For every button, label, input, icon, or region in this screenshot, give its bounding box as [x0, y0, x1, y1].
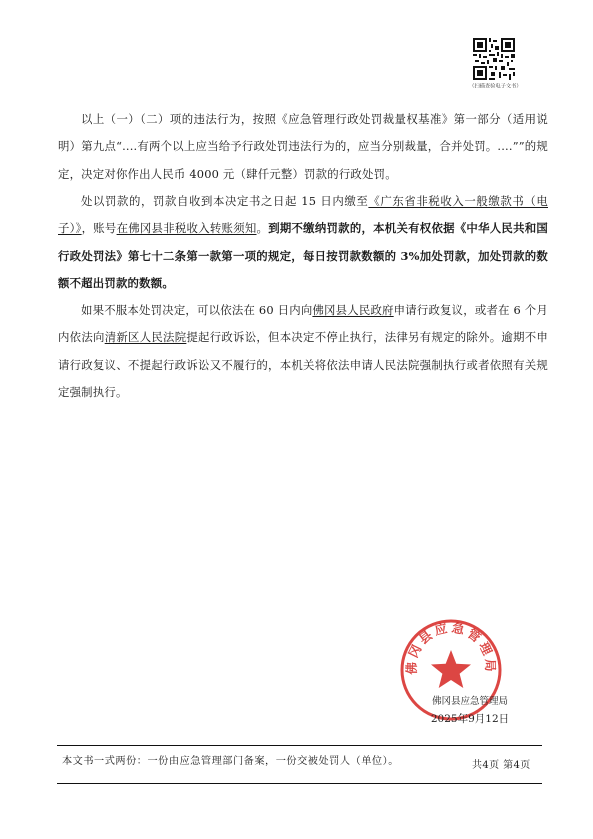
payment-account: 在佛冈县非税收入转账须知 [116, 221, 257, 236]
verification-qr-block [468, 38, 520, 90]
qr-caption: （扫描查验电子文书） [469, 83, 522, 90]
review-authority: 佛冈县人民政府 [312, 303, 394, 317]
paragraph-payment [58, 188, 548, 297]
payment-text-e: 。 [256, 221, 269, 236]
legal-basis-text-c: ”的规定，决定对你作出人民币 4000 元（肆仟元整）罚款的行政处罚。 [58, 139, 548, 181]
legal-basis-text-a: 以上（一）（二）项的违法行为，按照《应急管理行政处罚裁量权基准》第一部分（适用说明）第九点“ [58, 112, 548, 154]
appeal-text-a: 如果不服本处罚决定，可以依法在 60 日内向 [81, 303, 313, 317]
page-indicator: 共4页 第4页 [472, 760, 531, 771]
footer-divider-bottom [57, 783, 542, 784]
payment-text-c: ，账号 [81, 221, 117, 236]
footer-note: 本文书一式两份：一份由应急管理部门备案，一份交被处罚人（单位）。 [62, 756, 399, 767]
court-name: 清新区人民法院 [104, 330, 187, 345]
paragraph-legal-basis [58, 106, 548, 188]
issue-date: 2025年9月12日 [430, 713, 510, 725]
payment-late-penalty: 到期不缴纳罚款的，本机关有权依据《中华人民共和国行政处罚法》第七十二条第一款第一项的规定，每日按罚款数额的 3%加处罚款，加处罚款的数额不超出罚款的数额。 [58, 221, 548, 290]
official-seal-stamp [398, 617, 504, 723]
svg-text:佛冈县应急管理局: 佛冈县应急管理局 [403, 619, 499, 675]
issuing-organization: 佛冈县应急管理局 [431, 696, 508, 707]
seal-star-icon [431, 650, 471, 688]
appeal-text-c: 申请行政复议，或者在 6 个月内依法向 [58, 303, 548, 345]
appeal-text-e: 提起行政诉讼，但本决定不停止执行，法律另有规定的除外。逾期不申请行政复议、不提起行政诉讼又不履行的，本机关将依法申请人民法院强制执行或者依照有关规定强制执行。 [58, 330, 549, 399]
payment-text-a: 处以罚款的，罚款自收到本决定书之日起 15 日内缴至 [81, 194, 369, 208]
paragraph-appeal-rights [58, 297, 548, 406]
legal-basis-quote: ....有两个以上应当给予行政处罚违法行为的，应当分别裁量，合并处罚。....” [122, 139, 519, 154]
payment-form-name: 《广东省非税收入一般缴款书（电子）》 [58, 194, 548, 236]
footer-divider-top [57, 745, 542, 746]
qr-code-icon[interactable] [473, 38, 515, 80]
